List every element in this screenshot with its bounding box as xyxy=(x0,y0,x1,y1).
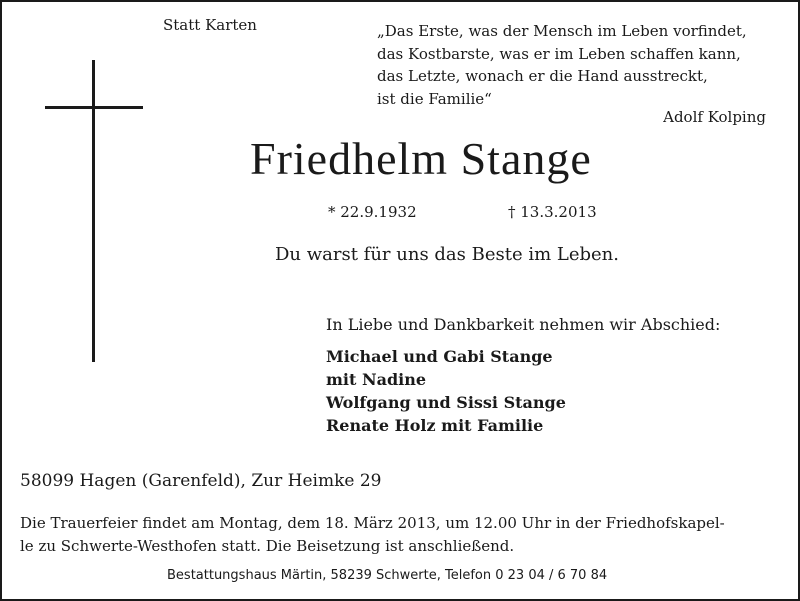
quote-block xyxy=(377,20,747,110)
quote-line: „Das Erste, was der Mensch im Leben vorfindet, xyxy=(377,22,747,40)
service-info xyxy=(20,512,725,558)
statt-karten-label: Statt Karten xyxy=(163,16,257,34)
mourner-name: Renate Holz mit Familie xyxy=(326,416,544,435)
motto-text: Du warst für uns das Beste im Leben. xyxy=(275,244,619,265)
farewell-text: In Liebe und Dankbarkeit nehmen wir Abschied: xyxy=(326,315,721,334)
deceased-name: Friedhelm Stange xyxy=(250,133,592,184)
service-line: Die Trauerfeier findet am Montag, dem 18. März 2013, um 12.00 Uhr in der Friedhofskapel- xyxy=(20,514,725,532)
quote-line: ist die Familie“ xyxy=(377,89,492,108)
quote-line: das Kostbarste, was er im Leben schaffen kann, xyxy=(377,44,741,63)
quote-line: das Letzte, wonach er die Hand ausstreckt, xyxy=(377,67,708,85)
undertaker-info: Bestattungshaus Märtin, 58239 Schwerte, Telefon 0 23 04 / 6 70 84 xyxy=(167,568,608,583)
birth-date: * 22.9.1932 xyxy=(328,203,417,221)
service-line: le zu Schwerte-Westhofen statt. Die Beisetzung ist anschließend. xyxy=(20,537,515,555)
death-date: † 13.3.2013 xyxy=(508,203,597,221)
quote-author: Adolf Kolping xyxy=(663,108,766,126)
mourner-name: Wolfgang und Sissi Stange xyxy=(326,393,566,412)
mourners-list xyxy=(326,345,566,437)
mourner-name: Michael und Gabi Stange xyxy=(326,347,553,366)
mourner-name: mit Nadine xyxy=(326,370,427,389)
family-address: 58099 Hagen (Garenfeld), Zur Heimke 29 xyxy=(20,471,382,491)
